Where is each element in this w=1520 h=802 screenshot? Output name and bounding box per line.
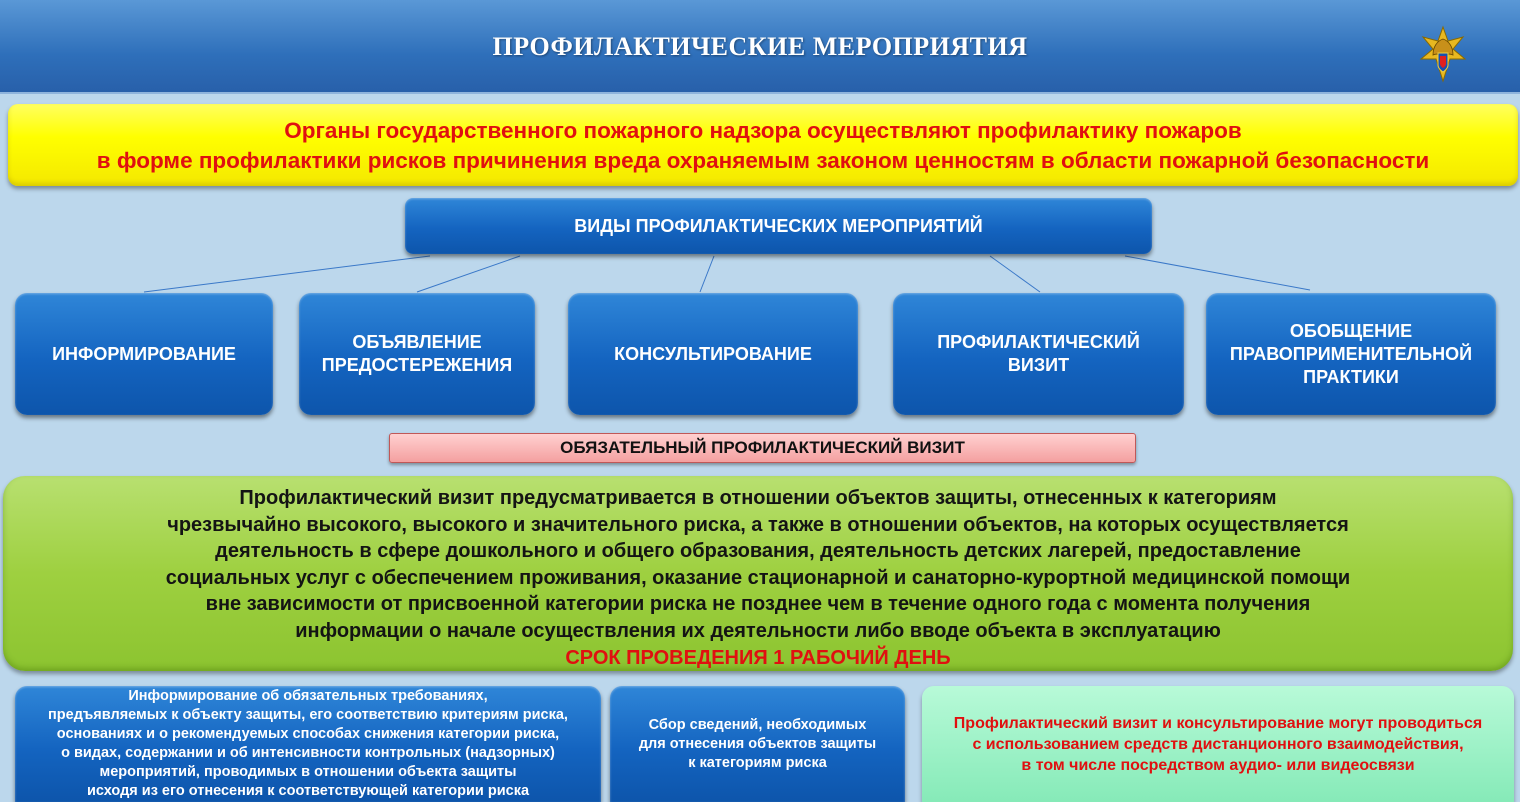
connector-line	[990, 256, 1040, 292]
kind-practice-label-line-2: ПРАВОПРИМЕНИТЕЛЬНОЙ	[1229, 343, 1473, 364]
remote-line: в том числе посредством аудио- или видеосвязи	[1021, 756, 1415, 774]
info-line: Информирование об обязательных требованиях,	[128, 688, 488, 704]
info-line: исходя из его отнесения к соответствующей категории риска	[86, 783, 530, 799]
description-line: деятельность в сфере дошкольного и общего образования, деятельность детских лагерей, предоставление	[215, 540, 1301, 563]
kind-consulting-label: КОНСУЛЬТИРОВАНИЕ	[614, 343, 812, 364]
description-line: чрезвычайно высокого, высокого и значительного риска, а также в отношении объектов, на которых осуществляется	[167, 513, 1349, 536]
connector-line	[417, 256, 520, 292]
mandatory-visit-title: ОБЯЗАТЕЛЬНЫЙ ПРОФИЛАКТИЧЕСКИЙ ВИЗИТ	[389, 433, 1136, 463]
kind-informing-label: ИНФОРМИРОВАНИЕ	[52, 343, 236, 364]
kind-preventive-visit	[893, 293, 1184, 415]
informing-requirements-box	[15, 686, 601, 802]
info-line: основаниях и о рекомендуемых способах снижения категории риска,	[56, 726, 560, 742]
data-collection-box	[610, 686, 905, 802]
description-line: информации о начале осуществления их деятельности либо вводе объекта в эксплуатацию	[295, 619, 1221, 642]
page-title: ПРОФИЛАКТИЧЕСКИЕ МЕРОПРИЯТИЯ	[492, 32, 1028, 61]
kind-practice-generalization	[1206, 293, 1496, 415]
banner-line-1: Органы государственного пожарного надзора осуществляют профилактику пожаров	[284, 118, 1242, 143]
banner-line-2: в форме профилактики рисков причинения вреда охраняемым законом ценностям в области пожарной безопасности	[96, 148, 1430, 173]
kind-informing	[15, 293, 273, 415]
info-line: предъявляемых к объекту защиты, его соответствию критериям риска,	[48, 707, 568, 723]
kind-practice-label-line-1: ОБОБЩЕНИЕ	[1289, 320, 1413, 341]
description-line: Профилактический визит предусматривается в отношении объектов защиты, отнесенных к категориям	[239, 487, 1277, 509]
connector-line	[1125, 256, 1310, 290]
kind-consulting	[568, 293, 858, 415]
prevention-kinds-header: ВИДЫ ПРОФИЛАКТИЧЕСКИХ МЕРОПРИЯТИЙ	[405, 198, 1152, 254]
kind-warning-label-line-1: ОБЪЯВЛЕНИЕ	[352, 332, 482, 352]
kind-visit-label-line-1: ПРОФИЛАКТИЧЕСКИЙ	[937, 332, 1140, 352]
info-line: о видах, содержании и об интенсивности контрольных (надзорных)	[61, 745, 555, 761]
connector-line	[700, 256, 714, 292]
remote-line: Профилактический визит и консультирование могут проводиться	[953, 714, 1483, 732]
connector-line	[144, 256, 430, 292]
kind-visit-label-line-2: ВИЗИТ	[1007, 355, 1070, 375]
mandatory-visit-description	[3, 476, 1513, 671]
collect-line: к категориям риска	[688, 754, 827, 771]
collect-line: для отнесения объектов защиты	[638, 735, 877, 752]
collect-line: Сбор сведений, необходимых	[648, 716, 867, 733]
kind-practice-label-line-3: ПРАКТИКИ	[1303, 366, 1399, 387]
remote-interaction-box	[922, 686, 1514, 802]
deadline-text: СРОК ПРОВЕДЕНИЯ 1 РАБОЧИЙ ДЕНЬ	[565, 646, 951, 669]
remote-line: с использованием средств дистанционного взаимодействия,	[972, 735, 1464, 753]
description-line: вне зависимости от присвоенной категории риска не позднее чем в течение одного года с момента получения	[205, 593, 1311, 616]
description-line: социальных услуг с обеспечением проживания, оказание стационарной и санаторно-курортной медицинской помощи	[165, 566, 1351, 589]
info-line: мероприятий, проводимых в отношении объекта защиты	[99, 764, 517, 780]
kind-warning	[299, 293, 535, 415]
kind-warning-label-line-2: ПРЕДОСТЕРЕЖЕНИЯ	[321, 355, 513, 375]
